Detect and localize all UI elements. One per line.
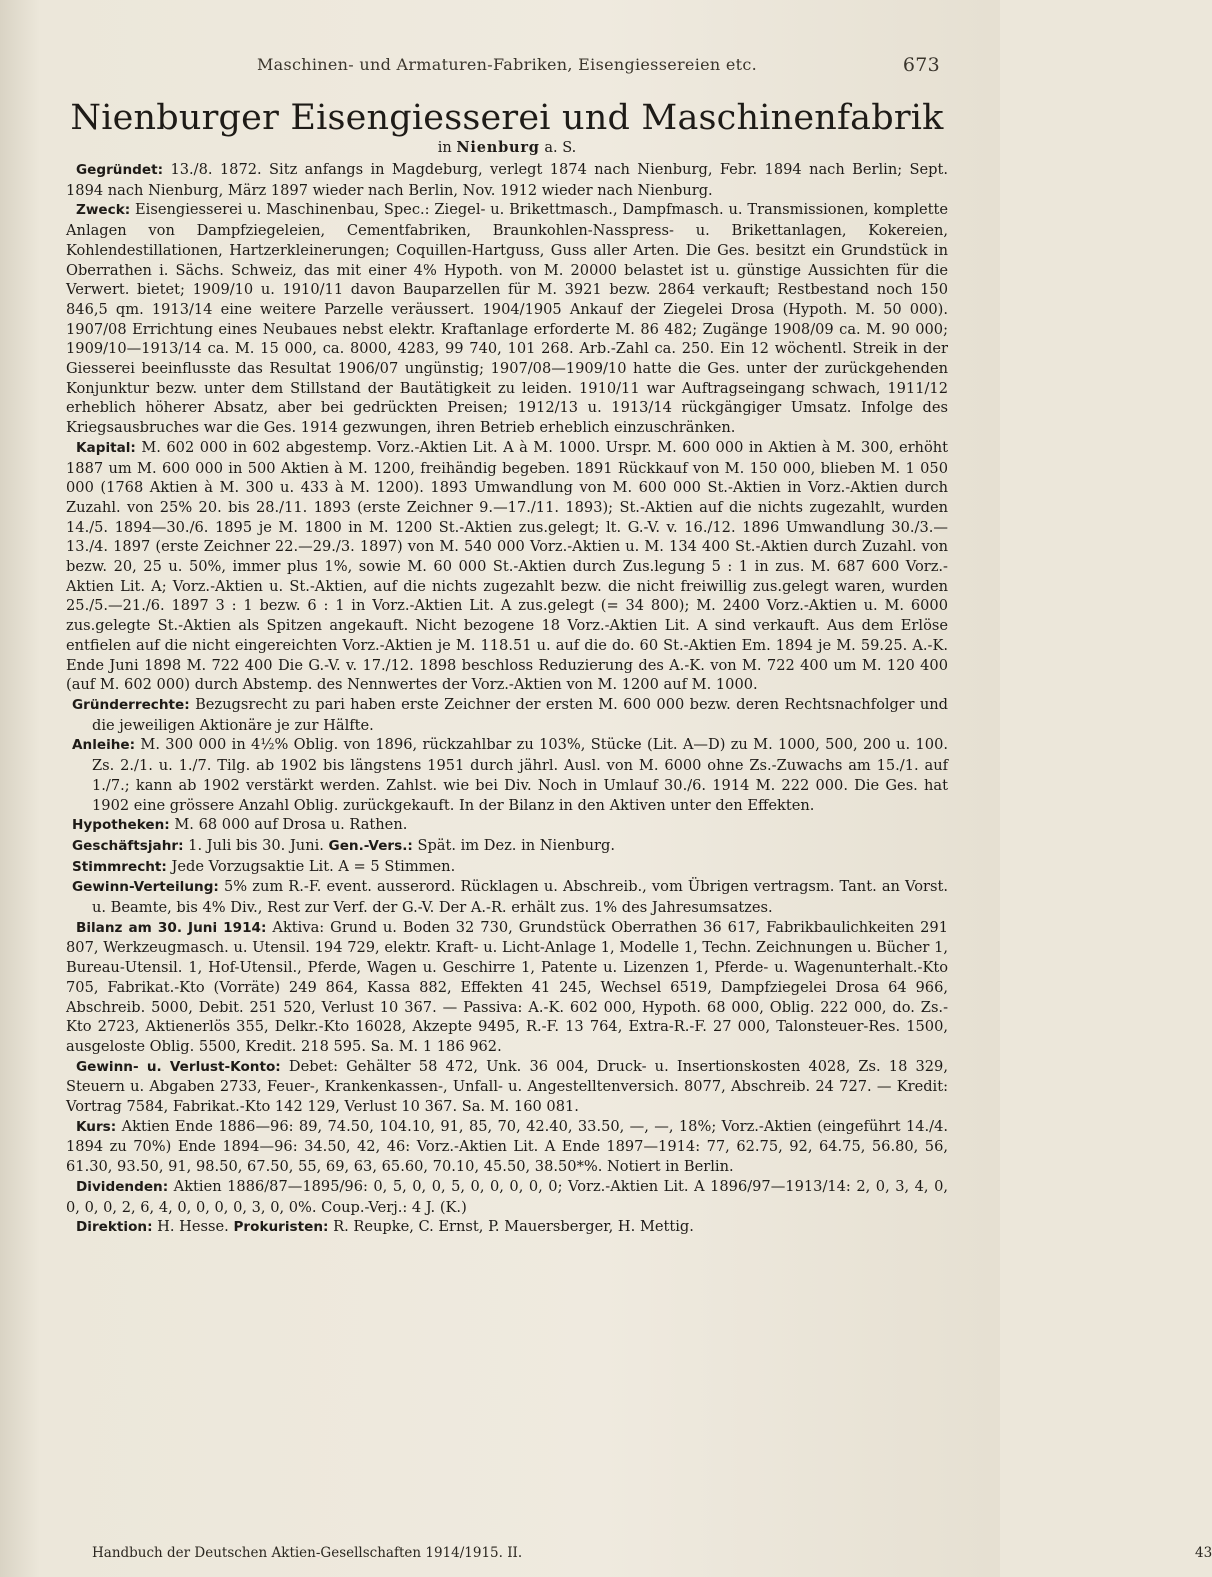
entry-label: Gegründet: bbox=[76, 162, 164, 178]
entry-label: Anleihe: bbox=[72, 737, 136, 754]
entry-label: Prokuristen: bbox=[233, 1219, 329, 1236]
entry-text: M. 68 000 auf Drosa u. Rathen. bbox=[174, 816, 408, 834]
entry-label: Kapital: bbox=[76, 439, 136, 456]
entry bbox=[66, 918, 948, 1057]
entry-text: Eisengiesserei u. Maschinenbau, Spec.: Ziegel- u. Brikettmasch., Dampfmasch. u. Transmissionen, komplette Anlagen von Dampfziegeleien, Cementfabriken, Braunkohlen-Nasspress- u. Brikettanlagen, Kokereien, Kohlendestillationen, Hartzerkleinerungen; Coquillen-Hartguss, Guss aller Arten. Die Ges. besitzt ein Grundstück in Oberrathen i. Sächs. Schweiz, das mit einer 4% Hypoth. von M. 20000 belastet ist u. günstige Aussichten für die Verwert. bietet; 1909/10 u. 1910/11 davon Bauparzellen für M. 3921 bezw. 2864 verkauft; Restbestand noch 150 846,5 qm. 1913/14 eine weitere Parzelle veräussert. 1904/1905 Ankauf der Ziegelei Drosa (Hypoth. M. 50 000). 1907/08 Errichtung eines Neubaues nebst elektr. Kraftanlage erforderte M. 86 482; Zugänge 1908/09 ca. M. 90 000; 1909/10—1913/14 ca. M. 15 000, ca. 8000, 4283, 99 740, 101 268. Arb.-Zahl ca. 250. Ein 12 wöchentl. Streik in der Giesserei beeinflusste das Resultat 1906/07 ungünstig; 1907/08—1909/10 hatte die Ges. unter der zurückgehenden Konjunktur bezw. unter dem Stillstand der Bautätigkeit zu leiden. 1910/11 war Auftragseingang schwach, 1911/12 erheblich höherer Absatz, aber bei gedrückten Preisen; 1912/13 u. 1913/14 rückgängiger Umsatz. Infolge des Kriegsausbruches war die Ges. 1914 gezwungen, ihren Betrieb erheblich einzuschränken. bbox=[66, 201, 948, 437]
entry bbox=[66, 1177, 948, 1217]
entry-label: Dividenden: bbox=[76, 1178, 169, 1195]
running-head bbox=[66, 52, 948, 78]
entry-label: Bilanz am 30. Juni 1914: bbox=[76, 919, 267, 936]
entry-label: Kurs: bbox=[76, 1118, 117, 1135]
entry-label: Gründerrechte: bbox=[72, 696, 190, 713]
entry-text: 13./8. 1872. Sitz anfangs in Magdeburg, verlegt 1874 nach Nienburg, Febr. 1894 nach Berlin; Sept. 1894 nach Nienburg, März 1897 wieder nach Berlin, Nov. 1912 wieder nach Nienburg. bbox=[66, 161, 948, 199]
entry-text: Debet: Gehälter 58 472, Unk. 36 004, Druck- u. Insertionskosten 4028, Zs. 18 329, Steuern u. Abgaben 2733, Feuer-, Krankenkassen-, Unfall- u. Angestelltenversich. 8077, Abschreib. 24 727. — Kredit: Vortrag 7584, Fabrikat.-Kto 142 129, Verlust 10 367. Sa. M. 160 081. bbox=[66, 1057, 948, 1116]
entry bbox=[66, 438, 948, 695]
entry bbox=[66, 1057, 948, 1117]
entry-label: Hypotheken: bbox=[72, 817, 170, 834]
entry-label: Zweck: bbox=[76, 202, 131, 219]
entry-text: Jede Vorzugsaktie Lit. A = 5 Stimmen. bbox=[171, 857, 456, 875]
page-number: 673 bbox=[902, 54, 940, 76]
company-title: Nienburger Eisengiesserei und Maschinenfabrik bbox=[70, 98, 944, 138]
entry bbox=[66, 815, 948, 836]
footer-sheet-number: 43 bbox=[1195, 1545, 1212, 1561]
entry-text: Bezugsrecht zu pari haben erste Zeichner der ersten M. 600 000 bezw. deren Rechtsnachfolger und die jeweiligen Aktionäre je zur Hälfte. bbox=[92, 695, 948, 734]
entry bbox=[66, 857, 948, 878]
entry-label: Gewinn-Verteilung: bbox=[72, 879, 219, 896]
entry bbox=[66, 877, 948, 917]
entry bbox=[66, 695, 948, 735]
entry-text: Aktien Ende 1886—96: 89, 74.50, 104.10, 91, 85, 70, 42.40, 33.50, —, —, 18%; Vorz.-Aktien (eingeführt 14./4. 1894 zu 70%) Ende 1894—96: 34.50, 42, 46: Vorz.-Aktien Lit. A Ende 1897—1914: 77, 62.75, 92, 64.75, 56.80, 56, 61.30, 93.50, 91, 98.50, 67.50, 55, 69, 63, 65.60, 70.10, 45.50, 38.50*%. Notiert in Berlin. bbox=[66, 1117, 948, 1176]
entry bbox=[66, 160, 948, 200]
entry-label: Direktion: bbox=[76, 1219, 153, 1236]
subtitle-city: Nienburg bbox=[456, 139, 540, 156]
footer-text: Handbuch der Deutschen Aktien-Gesellschaften 1914/1915. II. bbox=[92, 1545, 523, 1561]
entry bbox=[66, 1217, 948, 1238]
entry bbox=[66, 836, 948, 857]
page-footer bbox=[92, 1545, 1212, 1561]
running-title: Maschinen- und Armaturen-Fabriken, Eisengiessereien etc. bbox=[256, 55, 758, 74]
entry bbox=[66, 200, 948, 437]
entry-text: H. Hesse. bbox=[157, 1218, 229, 1236]
entry-text: M. 300 000 in 4½% Oblig. von 1896, rückzahlbar zu 103%, Stücke (Lit. A—D) zu M. 1000, 500, 200 u. 100. Zs. 2./1. u. 1./7. Tilg. ab 1902 bis längstens 1951 durch jährl. Ausl. von M. 6000 ohne Zs.-Zuwachs am 15./1. auf 1./7.; kann ab 1902 verstärkt werden. Zahlst. wie bei Div. Noch in Umlauf 30./6. 1914 M. 222 000. Die Ges. hat 1902 eine grössere Anzahl Oblig. zurückgekauft. In der Bilanz in den Aktiven unter den Effekten. bbox=[92, 736, 949, 814]
entry-text: Aktien 1886/87—1895/96: 0, 5, 0, 0, 5, 0, 0, 0, 0, 0; Vorz.-Aktien Lit. A 1896/97—1913/14: 2, 0, 3, 4, 0, 0, 0, 0, 2, 6, 4, 0, 0, 0, 0, 3, 0, 0%. Coup.-Verj.: 4 J. (K.) bbox=[66, 1177, 949, 1216]
subtitle-prefix: in bbox=[437, 140, 452, 156]
entry-label: Gen.-Vers.: bbox=[328, 837, 413, 854]
entry-text: 1. Juli bis 30. Juni. bbox=[188, 836, 324, 854]
entry-label: Geschäftsjahr: bbox=[72, 837, 184, 854]
entry-text: M. 602 000 in 602 abgestemp. Vorz.-Aktien Lit. A à M. 1000. Urspr. M. 600 000 in Aktien à M. 300, erhöht 1887 um M. 600 000 in 500 Aktien à M. 1200, freihändig begeben. 1891 Rückkauf von M. 150 000, blieben M. 1 050 000 (1768 Aktien à M. 300 u. 433 à M. 1200). 1893 Umwandlung von M. 600 000 St.-Aktien in Vorz.-Aktien durch Zuzahl. von 25% 20. bis 28./11. 1893 (erste Zeichner 9.—17./11. 1893); St.-Aktien auf die nichts zugezahlt, wurden 14./5. 1894—30./6. 1895 je M. 1800 in M. 1200 St.-Aktien zus.gelegt; lt. G.-V. v. 16./12. 1896 Umwandlung 30./3.—13./4. 1897 (erste Zeichner 22.—29./3. 1897) von M. 540 000 Vorz.-Aktien u. M. 134 400 St.-Aktien durch Zuzahl. von bezw. 20, 25 u. 50%, immer plus 1%, sowie M. 60 000 St.-Aktien durch Zus.legung 5 : 1 in zus. M. 687 600 Vorz.-Aktien Lit. A; Vorz.-Aktien u. St.-Aktien, auf die nichts zugezahlt bezw. die nicht freiwillig zus.gelegt waren, wurden 25./5.—21./6. 1897 3 : 1 bezw. 6 : 1 in Vorz.-Aktien Lit. A zus.gelegt (= 34 800); M. 2400 Vorz.-Aktien u. M. 6000 zus.gelegte St.-Aktien als Spitzen angekauft. Nicht bezogene 18 Vorz.-Aktien Lit. A sind verkauft. Aus dem Erlöse entfielen auf die nicht eingereichten Vorz.-Aktien je M. 118.51 u. auf die do. 60 St.-Aktien Em. 1894 je M. 59.25. A.-K. Ende Juni 1898 M. 722 400 Die G.-V. v. 17./12. 1898 beschloss Reduzierung des A.-K. von M. 722 400 um M. 120 400 (auf M. 602 000) durch Abstemp. des Nennwertes der Vorz.-Aktien von M. 1200 auf M. 1000. bbox=[66, 438, 949, 694]
entry-text: Aktiva: Grund u. Boden 32 730, Grundstück Oberrathen 36 617, Fabrikbaulichkeiten 291 807, Werkzeugmasch. u. Utensil. 194 729, elektr. Kraft- u. Licht-Anlage 1, Modelle 1, Techn. Zeichnungen u. Bücher 1, Bureau-Utensil. 1, Hof-Utensil., Pferde, Wagen u. Geschirre 1, Patente u. Lizenzen 1, Pferde- u. Wagenunterhalt.-Kto 705, Fabrikat.-Kto (Vorräte) 249 864, Kassa 882, Effekten 41 245, Wechsel 6519, Dampfziegelei Drosa 64 966, Abschreib. 5000, Debit. 251 520, Verlust 10 367. — Passiva: A.-K. 602 000, Hypoth. 68 000, Oblig. 222 000, do. Zs.-Kto 2723, Aktienerlös 355, Delkr.-Kto 16028, Akzepte 9495, R.-F. 13 764, Extra-R.-F. 27 000, Talonsteuer-Res. 1500, ausgeloste Oblig. 5500, Kredit. 218 595. Sa. M. 1 186 962. bbox=[66, 918, 948, 1055]
entry-text: R. Reupke, C. Ernst, P. Mauersberger, H. Mettig. bbox=[333, 1218, 694, 1236]
entry-text: Spät. im Dez. in Nienburg. bbox=[417, 836, 615, 854]
entry-label: Stimmrecht: bbox=[72, 858, 167, 875]
entry bbox=[66, 735, 948, 815]
subtitle-suffix: a. S. bbox=[544, 140, 577, 156]
entry-text: 5% zum R.-F. event. ausserord. Rücklagen u. Abschreib., vom Übrigen vertragsm. Tant. an Vorst. u. Beamte, bis 4% Div., Rest zur Verf. der G.-V. Der A.-R. erhält zus. 1% des Jahresumsatzes. bbox=[92, 878, 948, 917]
entries-body bbox=[66, 160, 948, 1238]
entry-label: Gewinn- u. Verlust-Konto: bbox=[76, 1058, 281, 1075]
company-subtitle bbox=[66, 138, 948, 158]
entry bbox=[66, 1117, 948, 1177]
